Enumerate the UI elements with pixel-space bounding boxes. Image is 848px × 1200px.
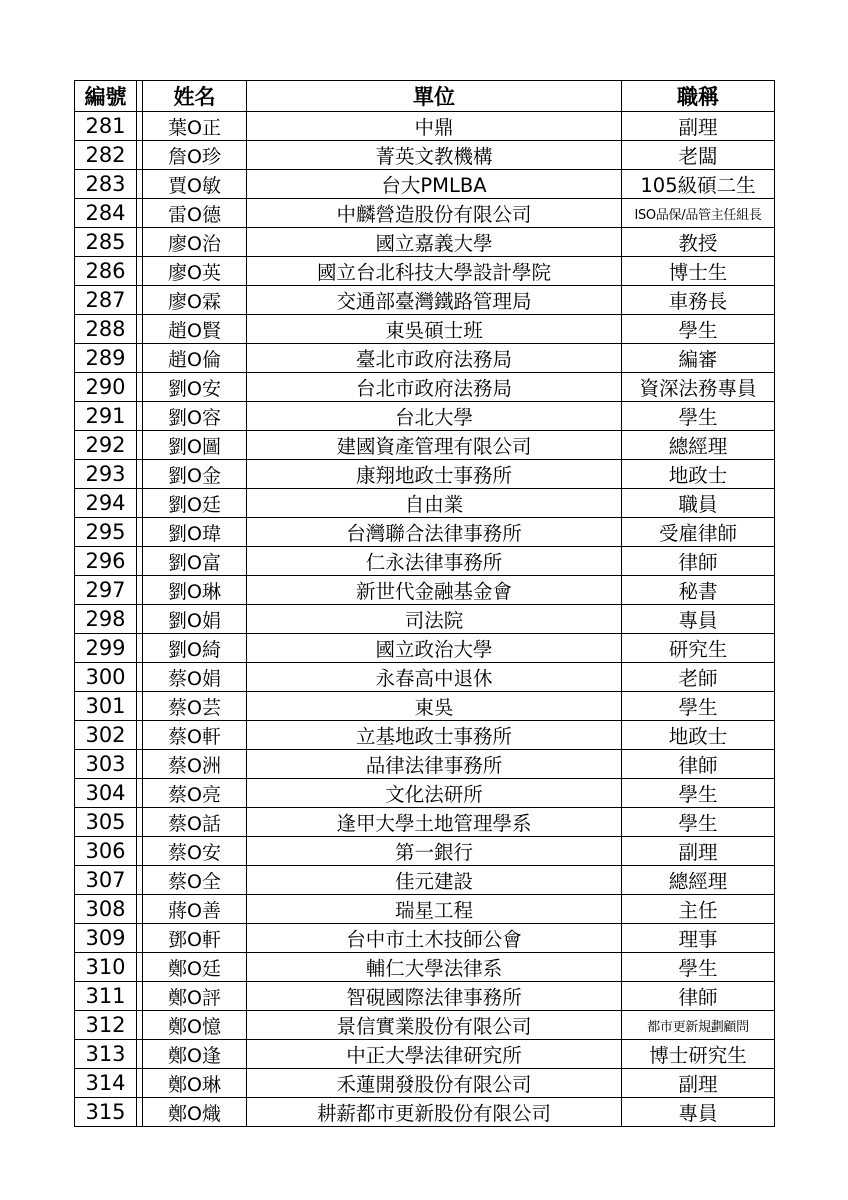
cell-title: 資深法務專員 [622, 373, 775, 402]
cell-title: 研究生 [622, 634, 775, 663]
header-row [75, 81, 775, 112]
cell-title: 學生 [622, 808, 775, 837]
cell-title: 專員 [622, 605, 775, 634]
cell-unit: 品律法律事務所 [247, 750, 622, 779]
table-row [75, 228, 775, 257]
cell-title: 總經理 [622, 866, 775, 895]
cell-no: 292 [75, 431, 137, 460]
cell-name: 鄧O軒 [143, 924, 247, 953]
cell-title: 律師 [622, 547, 775, 576]
cell-no: 284 [75, 199, 137, 228]
cell-name: 劉O安 [143, 373, 247, 402]
table-row [75, 315, 775, 344]
table-row [75, 605, 775, 634]
cell-no: 281 [75, 112, 137, 141]
table-row [75, 1098, 775, 1127]
cell-unit: 禾蓮開發股份有限公司 [247, 1069, 622, 1098]
cell-name: 鄭O憶 [143, 1011, 247, 1040]
cell-title: 副理 [622, 112, 775, 141]
cell-no: 304 [75, 779, 137, 808]
cell-name: 鄭O逢 [143, 1040, 247, 1069]
table-row [75, 663, 775, 692]
cell-unit: 自由業 [247, 489, 622, 518]
cell-unit: 東吳碩士班 [247, 315, 622, 344]
cell-name: 劉O娟 [143, 605, 247, 634]
cell-unit: 台北大學 [247, 402, 622, 431]
cell-name: 葉O正 [143, 112, 247, 141]
cell-unit: 仁永法律事務所 [247, 547, 622, 576]
cell-name: 趙O倫 [143, 344, 247, 373]
cell-unit: 國立台北科技大學設計學院 [247, 257, 622, 286]
header-no: 編號 [75, 81, 137, 112]
cell-name: 劉O瑋 [143, 518, 247, 547]
cell-name: 劉O圖 [143, 431, 247, 460]
cell-name: 鄭O熾 [143, 1098, 247, 1127]
table-row [75, 895, 775, 924]
cell-unit: 新世代金融基金會 [247, 576, 622, 605]
cell-title: 105級碩二生 [622, 170, 775, 199]
cell-unit: 景信實業股份有限公司 [247, 1011, 622, 1040]
cell-title: 教授 [622, 228, 775, 257]
cell-title: 老闆 [622, 141, 775, 170]
cell-no: 308 [75, 895, 137, 924]
cell-unit: 建國資產管理有限公司 [247, 431, 622, 460]
table-row [75, 112, 775, 141]
cell-name: 賈O敏 [143, 170, 247, 199]
cell-no: 313 [75, 1040, 137, 1069]
cell-title: 學生 [622, 779, 775, 808]
cell-unit: 智硯國際法律事務所 [247, 982, 622, 1011]
cell-unit: 康翔地政士事務所 [247, 460, 622, 489]
cell-title: 老師 [622, 663, 775, 692]
cell-name: 蔡O亮 [143, 779, 247, 808]
cell-unit: 台北市政府法務局 [247, 373, 622, 402]
cell-unit: 文化法研所 [247, 779, 622, 808]
cell-no: 297 [75, 576, 137, 605]
cell-title: 副理 [622, 1069, 775, 1098]
cell-unit: 輔仁大學法律系 [247, 953, 622, 982]
cell-no: 294 [75, 489, 137, 518]
cell-title: 學生 [622, 692, 775, 721]
cell-no: 310 [75, 953, 137, 982]
cell-name: 廖O霖 [143, 286, 247, 315]
cell-unit: 第一銀行 [247, 837, 622, 866]
cell-name: 蔡O話 [143, 808, 247, 837]
cell-title: 主任 [622, 895, 775, 924]
table-row [75, 808, 775, 837]
cell-unit: 東吳 [247, 692, 622, 721]
cell-title: 律師 [622, 982, 775, 1011]
cell-no: 288 [75, 315, 137, 344]
table-row [75, 286, 775, 315]
cell-name: 雷O德 [143, 199, 247, 228]
roster-table [74, 80, 775, 1127]
cell-unit: 中鼎 [247, 112, 622, 141]
cell-title: 律師 [622, 750, 775, 779]
cell-no: 295 [75, 518, 137, 547]
cell-no: 285 [75, 228, 137, 257]
cell-no: 303 [75, 750, 137, 779]
header-unit: 單位 [247, 81, 622, 112]
cell-no: 315 [75, 1098, 137, 1127]
cell-no: 283 [75, 170, 137, 199]
table-row [75, 141, 775, 170]
cell-no: 286 [75, 257, 137, 286]
cell-unit: 臺北市政府法務局 [247, 344, 622, 373]
cell-unit: 國立嘉義大學 [247, 228, 622, 257]
table-row [75, 1069, 775, 1098]
cell-no: 309 [75, 924, 137, 953]
cell-name: 劉O廷 [143, 489, 247, 518]
cell-title: 副理 [622, 837, 775, 866]
table-row [75, 924, 775, 953]
table-row [75, 199, 775, 228]
cell-unit: 交通部臺灣鐵路管理局 [247, 286, 622, 315]
table-row [75, 547, 775, 576]
cell-title: 博士研究生 [622, 1040, 775, 1069]
cell-title: 學生 [622, 953, 775, 982]
table-row [75, 402, 775, 431]
cell-no: 312 [75, 1011, 137, 1040]
table-row [75, 634, 775, 663]
cell-title: 地政士 [622, 460, 775, 489]
table-row [75, 257, 775, 286]
cell-unit: 立基地政士事務所 [247, 721, 622, 750]
table-row [75, 982, 775, 1011]
cell-unit: 台中市土木技師公會 [247, 924, 622, 953]
table-row [75, 779, 775, 808]
cell-unit: 佳元建設 [247, 866, 622, 895]
cell-name: 蔡O芸 [143, 692, 247, 721]
cell-name: 鄭O廷 [143, 953, 247, 982]
cell-no: 293 [75, 460, 137, 489]
cell-title: 受雇律師 [622, 518, 775, 547]
cell-name: 廖O英 [143, 257, 247, 286]
cell-no: 300 [75, 663, 137, 692]
cell-title: 編審 [622, 344, 775, 373]
cell-no: 311 [75, 982, 137, 1011]
table-row [75, 1011, 775, 1040]
table-row [75, 866, 775, 895]
cell-name: 劉O富 [143, 547, 247, 576]
cell-no: 282 [75, 141, 137, 170]
cell-unit: 中麟營造股份有限公司 [247, 199, 622, 228]
cell-unit: 瑞星工程 [247, 895, 622, 924]
table-row [75, 837, 775, 866]
cell-title: 學生 [622, 402, 775, 431]
cell-title: 都市更新規劃顧問 [622, 1011, 775, 1040]
cell-no: 305 [75, 808, 137, 837]
cell-name: 劉O綺 [143, 634, 247, 663]
cell-name: 劉O琳 [143, 576, 247, 605]
cell-title: 職員 [622, 489, 775, 518]
cell-title: 專員 [622, 1098, 775, 1127]
cell-title: 博士生 [622, 257, 775, 286]
cell-title: 總經理 [622, 431, 775, 460]
table-row [75, 750, 775, 779]
cell-name: 詹O珍 [143, 141, 247, 170]
table-row [75, 721, 775, 750]
cell-no: 301 [75, 692, 137, 721]
cell-name: 趙O賢 [143, 315, 247, 344]
table-row [75, 431, 775, 460]
cell-unit: 永春高中退休 [247, 663, 622, 692]
table-row [75, 344, 775, 373]
table-row [75, 170, 775, 199]
cell-unit: 逢甲大學土地管理學系 [247, 808, 622, 837]
cell-no: 298 [75, 605, 137, 634]
cell-name: 鄭O評 [143, 982, 247, 1011]
cell-unit: 菁英文教機構 [247, 141, 622, 170]
cell-no: 291 [75, 402, 137, 431]
table-row [75, 489, 775, 518]
cell-no: 289 [75, 344, 137, 373]
cell-name: 鄭O琳 [143, 1069, 247, 1098]
cell-title: 秘書 [622, 576, 775, 605]
cell-no: 290 [75, 373, 137, 402]
cell-name: 廖O治 [143, 228, 247, 257]
cell-title: 學生 [622, 315, 775, 344]
cell-no: 314 [75, 1069, 137, 1098]
roster-body [75, 112, 775, 1127]
cell-no: 302 [75, 721, 137, 750]
cell-title: 車務長 [622, 286, 775, 315]
cell-title: ISO品保/品管主任組長 [622, 199, 775, 228]
table-row [75, 576, 775, 605]
cell-name: 劉O容 [143, 402, 247, 431]
table-row [75, 953, 775, 982]
cell-name: 蔡O安 [143, 837, 247, 866]
cell-unit: 國立政治大學 [247, 634, 622, 663]
cell-name: 蔣O善 [143, 895, 247, 924]
cell-no: 306 [75, 837, 137, 866]
cell-no: 287 [75, 286, 137, 315]
cell-name: 蔡O軒 [143, 721, 247, 750]
cell-title: 理事 [622, 924, 775, 953]
cell-name: 蔡O全 [143, 866, 247, 895]
cell-no: 307 [75, 866, 137, 895]
cell-title: 地政士 [622, 721, 775, 750]
cell-unit: 中正大學法律研究所 [247, 1040, 622, 1069]
table-row [75, 692, 775, 721]
cell-name: 劉O金 [143, 460, 247, 489]
table-row [75, 518, 775, 547]
cell-unit: 司法院 [247, 605, 622, 634]
cell-no: 299 [75, 634, 137, 663]
table-row [75, 460, 775, 489]
header-title: 職稱 [622, 81, 775, 112]
cell-unit: 耕薪都市更新股份有限公司 [247, 1098, 622, 1127]
table-row [75, 373, 775, 402]
table-row [75, 1040, 775, 1069]
cell-name: 蔡O娟 [143, 663, 247, 692]
cell-unit: 台灣聯合法律事務所 [247, 518, 622, 547]
cell-name: 蔡O洲 [143, 750, 247, 779]
cell-no: 296 [75, 547, 137, 576]
header-name: 姓名 [143, 81, 247, 112]
cell-unit: 台大PMLBA [247, 170, 622, 199]
